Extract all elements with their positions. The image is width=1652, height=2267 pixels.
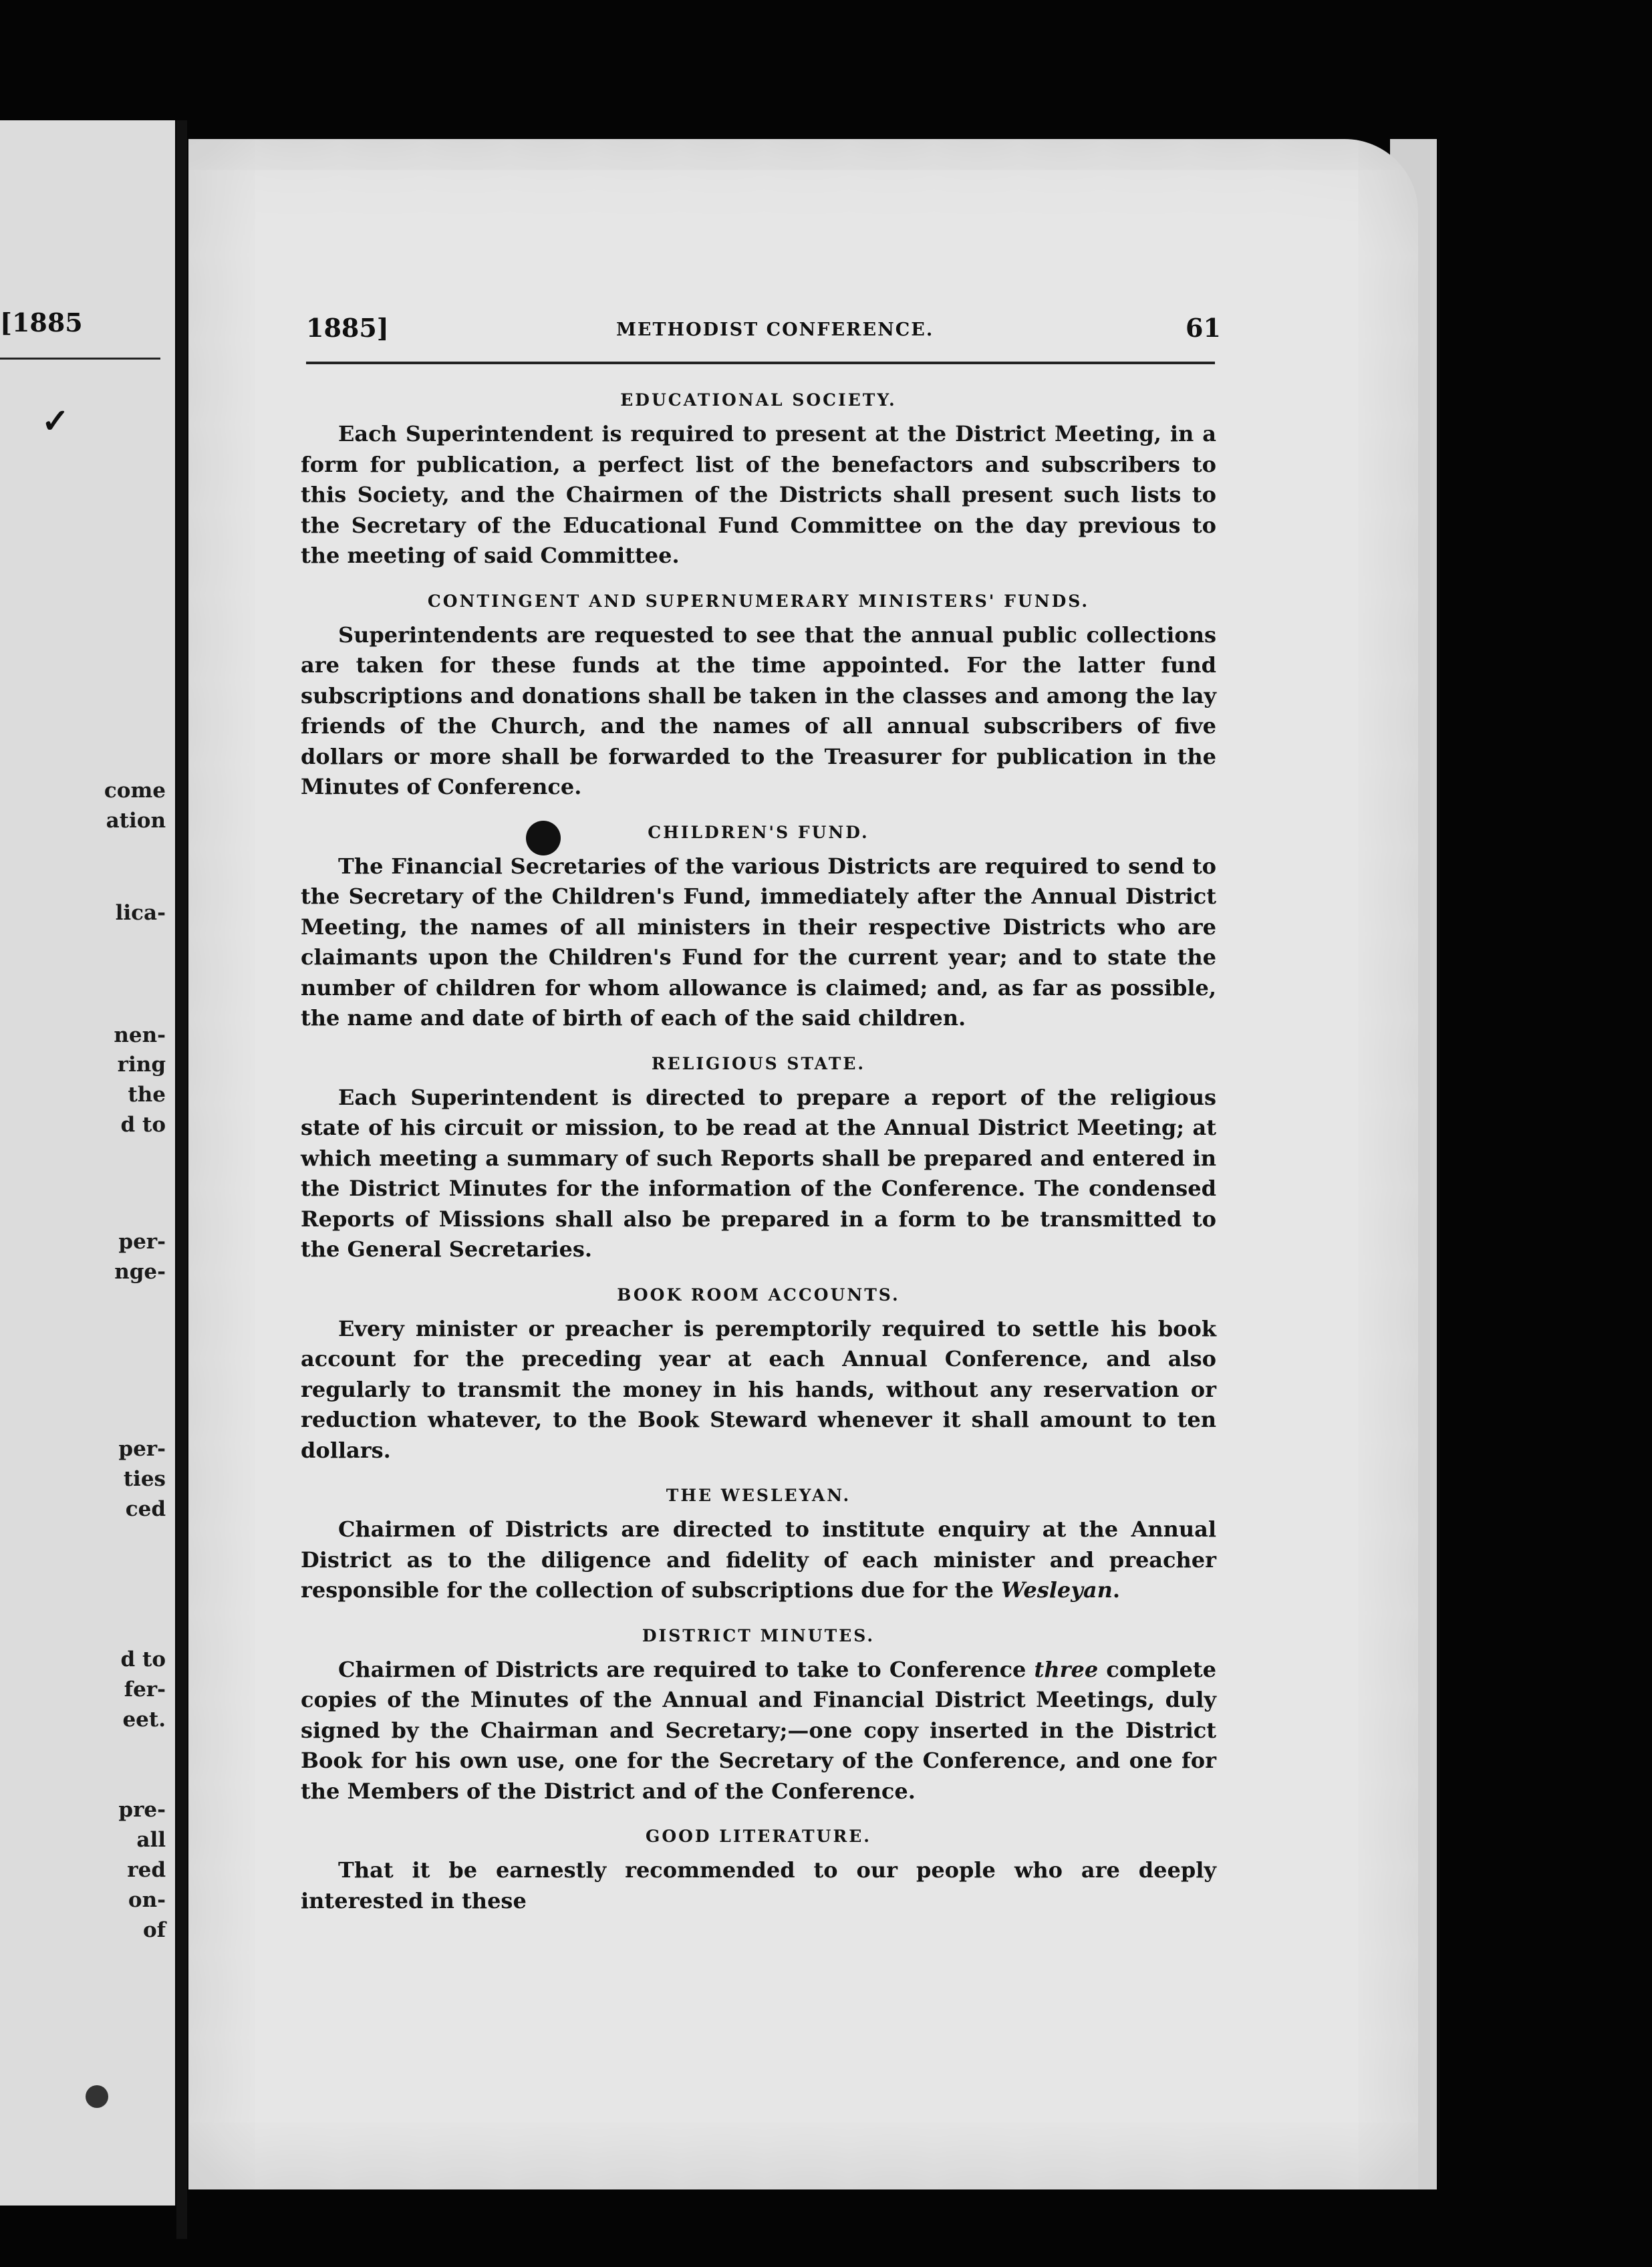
section-title-district-minutes: DISTRICT MINUTES.: [642, 1625, 875, 1645]
italic-text: Wesleyan: [1001, 1577, 1113, 1603]
section-title-contingent-funds: CONTINGENT AND SUPERNUMERARY MINISTERS' FUNDS.: [427, 591, 1090, 611]
section-title-book-room-accounts: BOOK ROOM ACCOUNTS.: [617, 1285, 900, 1305]
left-fragment-13: fer-: [124, 1678, 166, 1702]
book-gutter: [176, 120, 187, 2239]
page-number: 61: [1186, 313, 1221, 343]
section-text-good-literature: That it be earnestly recommended to our people who are deeply interested in these: [301, 1857, 1216, 1913]
left-fragment-15: pre-: [118, 1798, 166, 1822]
left-fragment-3: nen-: [114, 1023, 166, 1047]
left-fragment-11: ced: [125, 1497, 166, 1521]
left-fragment-16: all: [136, 1828, 166, 1852]
section-text-childrens-fund: The Financial Secretaries of the various Districts are required to send to the Secretary of the Children's Fund, immediately after the Annual District Meeting, the names of all ministers in their respective Districts who are claimants upon the Children's Fund for the current year; and to state the number of children for whom allowance is claimed; and, as far as possible, the name and date of birth of each of the said children.: [301, 853, 1216, 1031]
section-title-the-wesleyan: THE WESLEYAN.: [666, 1486, 851, 1505]
left-fragment-5: the: [128, 1083, 166, 1107]
left-fragment-19: of: [142, 1918, 166, 1942]
left-fragment-9: per-: [118, 1437, 166, 1461]
left-fragment-17: red: [127, 1858, 166, 1882]
left-fragment-0: come: [104, 779, 166, 803]
header-rule: [306, 362, 1215, 364]
section-title-good-literature: GOOD LITERATURE.: [646, 1827, 871, 1846]
section-text-the-wesleyan: [301, 1514, 1216, 1606]
section-title-educational-society: EDUCATIONAL SOCIETY.: [620, 390, 897, 410]
section-text-religious-state: Each Superintendent is directed to prepare a report of the religious state of his circuit or mission, to be read at the Annual District Meeting; at which meeting a summary of such Reports shall be prepared and entered in the District Minutes for the information of the Conference. The condensed Reports of Missions shall also be prepared in a form to be transmitted to the General Secretaries.: [301, 1084, 1216, 1262]
left-fragment-12: d to: [120, 1647, 166, 1672]
text-part: Chairmen of Districts are required to take to Conference: [338, 1656, 1035, 1682]
text-part: Chairmen of Districts are directed to institute enquiry at the Annual District as to the diligence and fidelity of each minister and preacher responsible for the collection of subscriptions due for the: [301, 1516, 1216, 1603]
left-fragment-18: on-: [128, 1888, 166, 1912]
section-text-book-room-accounts: Every minister or preacher is peremptorily required to settle his book account for the preceding year at each Annual Conference, and also regularly to transmit the money in his hands, without any reservation or reduction whatever, to the Book Steward whenever it shall amount to ten dollars.: [301, 1315, 1216, 1463]
left-page-header-rule: [0, 358, 160, 360]
left-fragment-7: per-: [118, 1230, 166, 1254]
left-fragment-2: lica-: [115, 901, 166, 925]
page-body: [301, 386, 1216, 1916]
section-text-contingent-funds: Superintendents are requested to see that the annual public collections are taken for these funds at the time appointed. For the latter fund subscriptions and donations shall be taken in the classes and among the lay friends of the Church, and the names of all annual subscribers of five dollars or more shall be forwarded to the Treasurer for publication in the Minutes of Conference.: [301, 622, 1216, 799]
text-part: complete copies of the Minutes of the Annual and Financial District Meetings, duly signed by the Chairman and Secretary;—one copy inserted in the District Book for his own use, one for the Secretary of the Conference, and one for the Members of the District and of the Conference.: [301, 1656, 1217, 1804]
right-page: [188, 139, 1418, 2189]
section-title-religious-state: RELIGIOUS STATE.: [651, 1053, 866, 1073]
left-page-header-year: [1885: [0, 307, 83, 338]
left-fragment-1: ation: [106, 809, 166, 833]
section-text-district-minutes: [301, 1655, 1216, 1807]
running-head-year: 1885]: [306, 313, 389, 343]
left-fragment-6: d to: [120, 1113, 166, 1137]
left-page-fragment: [0, 120, 175, 2206]
section-text-educational-society: Each Superintendent is required to present at the District Meeting, in a form for publication, a perfect list of the benefactors and subscribers to this Society, and the Chairmen of the Districts shall present such lists to the Secretary of the Educational Fund Committee on the day previous to the meeting of said Committee.: [301, 421, 1216, 568]
left-fragment-4: ring: [117, 1053, 166, 1077]
left-fragment-10: ties: [123, 1467, 166, 1491]
running-head-title: METHODIST CONFERENCE.: [616, 319, 934, 340]
ink-blot: [86, 2085, 108, 2108]
left-fragment-14: eet.: [122, 1708, 166, 1732]
section-title-childrens-fund: CHILDREN'S FUND.: [648, 822, 869, 842]
text-part: .: [1112, 1577, 1120, 1603]
pencil-mark: ✓: [41, 401, 70, 440]
left-fragment-8: nge-: [114, 1260, 166, 1284]
italic-text: three: [1034, 1656, 1099, 1682]
